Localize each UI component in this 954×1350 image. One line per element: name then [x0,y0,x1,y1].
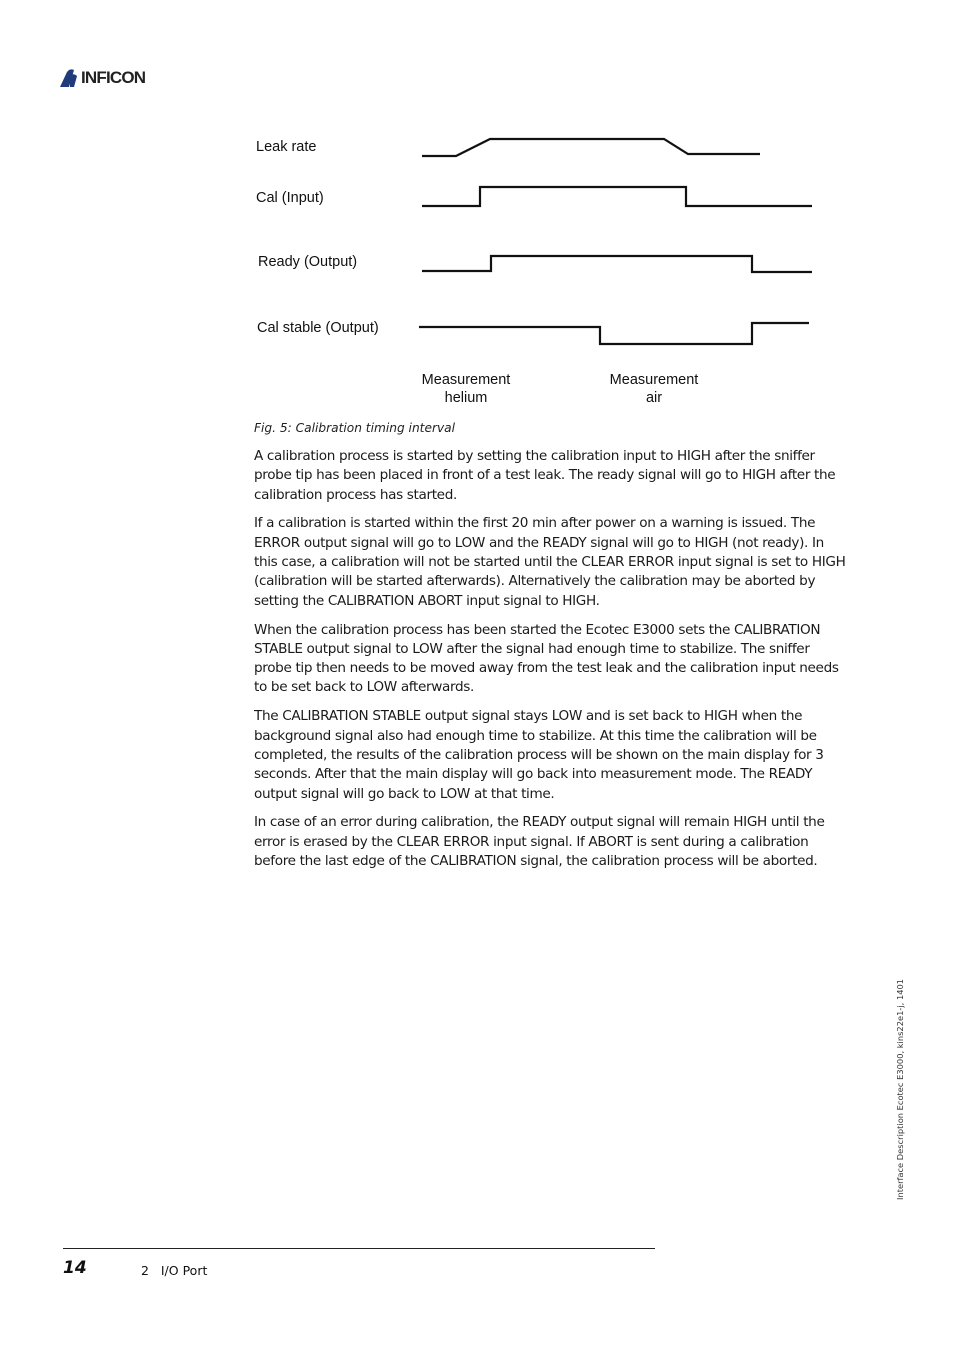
phase-label-air-line1: Measurement [609,372,699,388]
phase-label-air-line2: air [645,390,663,406]
paragraph: In case of an error during calibration, the READY output signal will remain HIGH until the error is erased by the CLEAR ERROR input signal. If ABORT is sent during a calibration before the last edge of the CALIBRATION signal, the calibration process will be aborted. [254,814,825,870]
logo-text: INFICON [81,68,146,87]
timing-diagram [0,0,954,420]
phase-label-helium [396,371,536,407]
waveform-leak-rate [422,139,760,156]
phase-label-helium-line2: helium [444,390,488,406]
figure-caption: Fig. 5: Calibration timing interval [254,421,456,435]
page-number: 14 [63,1258,87,1278]
paragraph: The CALIBRATION STABLE output signal stays LOW and is set back to HIGH when the background signal also had enough time to stabilize. At this time the calibration will be completed, the results of the calibration process will be shown on the main display for 3 seconds. After that the main display will go back into measurement mode. The READY output signal will go back to LOW at that time. [254,708,824,802]
paragraph: A calibration process is started by setting the calibration input to HIGH after the sniffer probe tip has been placed in front of a test leak. The ready signal will go to HIGH after the calibration process has started. [254,448,836,503]
document-id-note: Interface Description Ecotec E3000, kins22e1-j, 1401 [895,978,905,1200]
phase-label-helium-line1: Measurement [421,372,511,388]
footer-divider [63,1248,655,1249]
signal-label-leak-rate: Leak rate [256,139,317,155]
waveform-cal-stable-output [419,323,809,344]
signal-label-cal-stable-output: Cal stable (Output) [257,320,379,336]
waveform-cal-input [422,187,812,206]
paragraph: If a calibration is started within the first 20 min after power on a warning is issued. The ERROR output signal will go to LOW and the READY signal will go to HIGH (not ready). In this case, a calibration will not be started until the CLEAR ERROR input signal is set to HIGH (calibration will be started afterwards). Alternatively the calibration may be aborted by setting the CALIBRATION ABORT input signal to HIGH. [254,515,846,609]
paragraph: When the calibration process has been started the Ecotec E3000 sets the CALIBRATION STABLE output signal to LOW after the signal had enough time to stabilize. The sniffer probe tip then needs to be moved away from the test leak and the calibration input needs to be set back to LOW afterwards. [254,621,839,696]
signal-label-cal-input: Cal (Input) [256,190,324,206]
timing-diagram-canvas [0,0,954,420]
body-text [254,447,848,881]
chapter-title: 2 I/O Port [141,1263,208,1278]
signal-label-ready-output: Ready (Output) [258,254,358,270]
phase-label-air [584,371,724,407]
waveform-ready-output [422,256,812,272]
